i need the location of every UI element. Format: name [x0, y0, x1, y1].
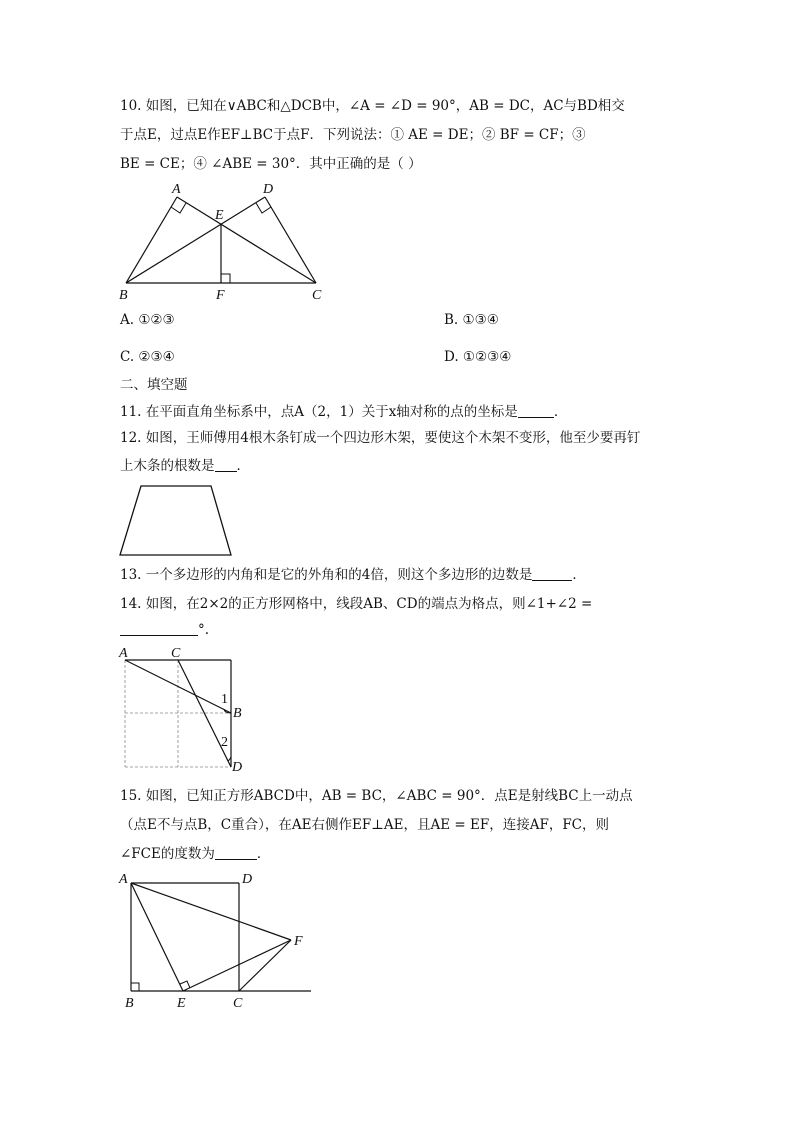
q15-line-2: （点E不与点B，C重合），在AE右侧作EF⊥AE，且AE = EF，连接AF，FC，则 — [120, 817, 610, 833]
q15-square-figure — [115, 868, 325, 1013]
q14-grid-figure — [115, 645, 255, 775]
q15-line-3: ∠FCE的度数为 ． — [120, 846, 271, 862]
q12-line-2: 上木条的根数是 ． — [120, 458, 250, 474]
q10-option-a: A. ①②③ — [120, 312, 175, 328]
q15-label-e: E — [177, 996, 186, 1011]
q14-label-c: C — [171, 646, 181, 661]
q10-line-1: 10. 如图，已知在∨ABC和△DCB中，∠A = ∠D = 90°，AB = DC，AC与BD相交 — [120, 98, 625, 114]
q10-option-d: D. ①②③④ — [444, 349, 512, 365]
q10-option-b: B. ①③④ — [444, 312, 499, 328]
q15-label-a: A — [119, 872, 128, 887]
q10-label-e: E — [215, 208, 224, 223]
q14-label-b: B — [233, 706, 242, 721]
q14-answer-blank — [120, 621, 198, 636]
q10-line-2: 于点E，过点E作EF⊥BC于点F．下列说法：① AE = DE；② BF = CF；③ — [120, 127, 586, 143]
q14-label-d: D — [232, 760, 243, 775]
q15-line-1: 15. 如图，已知正方形ABCD中，AB = BC，∠ABC = 90°．点E是射线BC上一动点 — [120, 788, 633, 804]
q10-figure — [110, 180, 340, 305]
q13-answer-blank — [532, 566, 572, 581]
q13-text: 13. 一个多边形的内角和是它的外角和的4倍，则这个多边形的边数是 ． — [120, 567, 586, 583]
q10-label-d: D — [263, 182, 274, 197]
q15-label-d: D — [242, 872, 253, 887]
q10-label-f: F — [216, 288, 225, 303]
q15-label-b: B — [125, 996, 134, 1011]
q10-label-c: C — [312, 288, 322, 303]
q10-label-a: A — [172, 182, 181, 197]
q11-text: 11. 在平面直角坐标系中，点A（2，1）关于x轴对称的点的坐标是 ． — [120, 404, 568, 420]
q12-line-1: 12. 如图，王师傅用4根木条钉成一个四边形木架，要使这个木架不变形，他至少要再钉 — [120, 430, 641, 446]
section-title: 二、填空题 — [120, 377, 188, 393]
q14-label-a: A — [119, 646, 128, 661]
q14-line-2: °. — [120, 620, 209, 640]
q12-trapezoid-figure — [115, 482, 240, 562]
q14-angle-2: 2 — [221, 735, 228, 750]
q12-answer-blank — [215, 457, 237, 472]
q14-angle-1: 1 — [221, 692, 228, 707]
q14-line-1: 14. 如图，在2×2的正方形网格中，线段AB、CD的端点为格点，则∠1+∠2 = — [120, 596, 593, 612]
q11-answer-blank — [518, 403, 554, 418]
q10-line-3: BE = CE；④ ∠ABE = 30°．其中正确的是（ ） — [120, 156, 422, 172]
q10-label-b: B — [119, 288, 128, 303]
q15-label-f: F — [294, 934, 303, 949]
q10-option-c: C. ②③④ — [120, 349, 175, 365]
q15-answer-blank — [215, 845, 257, 860]
q15-label-c: C — [233, 996, 243, 1011]
